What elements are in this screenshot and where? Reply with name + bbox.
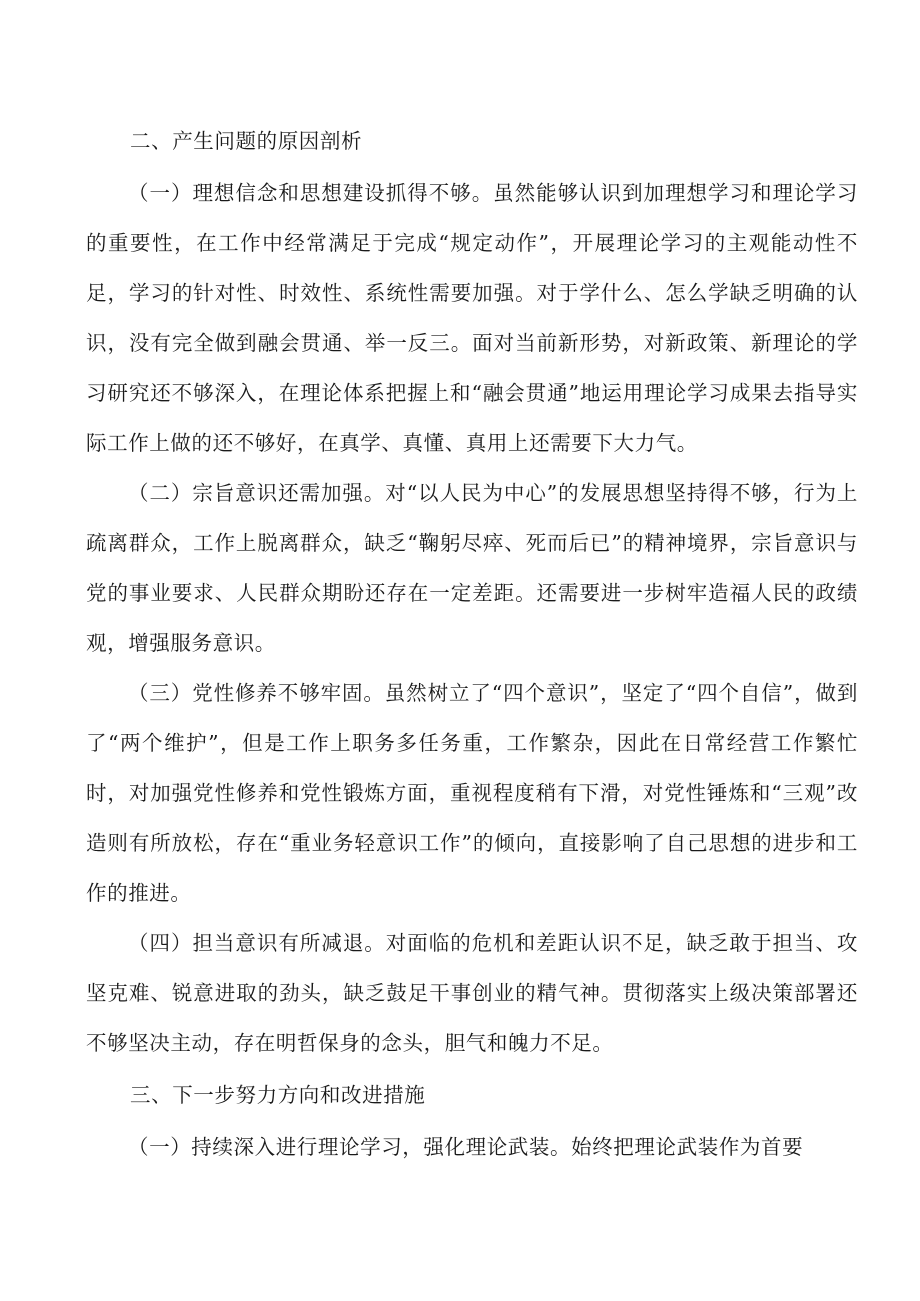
paragraph-text: （一）持续深入进行理论学习，强化理论武装。始终把理论武装作为首要 xyxy=(128,1135,804,1159)
paragraph-theory-study xyxy=(86,1122,858,1172)
paragraph-text: （二）宗旨意识还需加强。对“以人民为中心”的发展思想坚持得不够，行为上疏离群众，工作上脱离群众，缺乏“鞠躬尽瘁、死而后已”的精神境界，宗旨意识与党的事业要求、人民群众期盼还存在一定差距。还需要进一步树牢造福人民的政绩观，增强服务意识。 xyxy=(86,481,858,655)
paragraph-purpose-awareness xyxy=(86,468,858,668)
paragraph-responsibility xyxy=(86,918,858,1068)
section-heading-causes: 二、产生问题的原因剖析 xyxy=(130,129,363,153)
paragraph-text: （四）担当意识有所减退。对面临的危机和差距认识不足，缺乏敢于担当、攻坚克难、锐意进取的劲头，缺乏鼓足干事创业的精气神。贯彻落实上级决策部署还不够坚决主动，存在明哲保身的念头，胆气和魄力不足。 xyxy=(86,931,858,1055)
section-heading-improvements: 三、下一步努力方向和改进措施 xyxy=(130,1083,426,1107)
paragraph-ideals-beliefs xyxy=(86,168,858,468)
paragraph-party-spirit xyxy=(86,668,858,918)
paragraph-text: （三）党性修养不够牢固。虽然树立了“四个意识”，坚定了“四个自信”，做到了“两个维护”，但是工作上职务多任务重，工作繁杂，因此在日常经营工作繁忙时，对加强党性修养和党性锻炼方面，重视程度稍有下滑，对党性锤炼和“三观”改造则有所放松，存在“重业务轻意识工作”的倾向，直接影响了自己思想的进步和工作的推进。 xyxy=(86,681,858,905)
paragraph-text: （一）理想信念和思想建设抓得不够。虽然能够认识到加理想学习和理论学习的重要性，在工作中经常满足于完成“规定动作”，开展理论学习的主观能动性不足，学习的针对性、时效性、系统性需要加强。对于学什么、怎么学缺乏明确的认识，没有完全做到融会贯通、举一反三。面对当前新形势，对新政策、新理论的学习研究还不够深入，在理论体系把握上和“融会贯通”地运用理论学习成果去指导实际工作上做的还不够好，在真学、真懂、真用上还需要下大力气。 xyxy=(86,181,858,455)
